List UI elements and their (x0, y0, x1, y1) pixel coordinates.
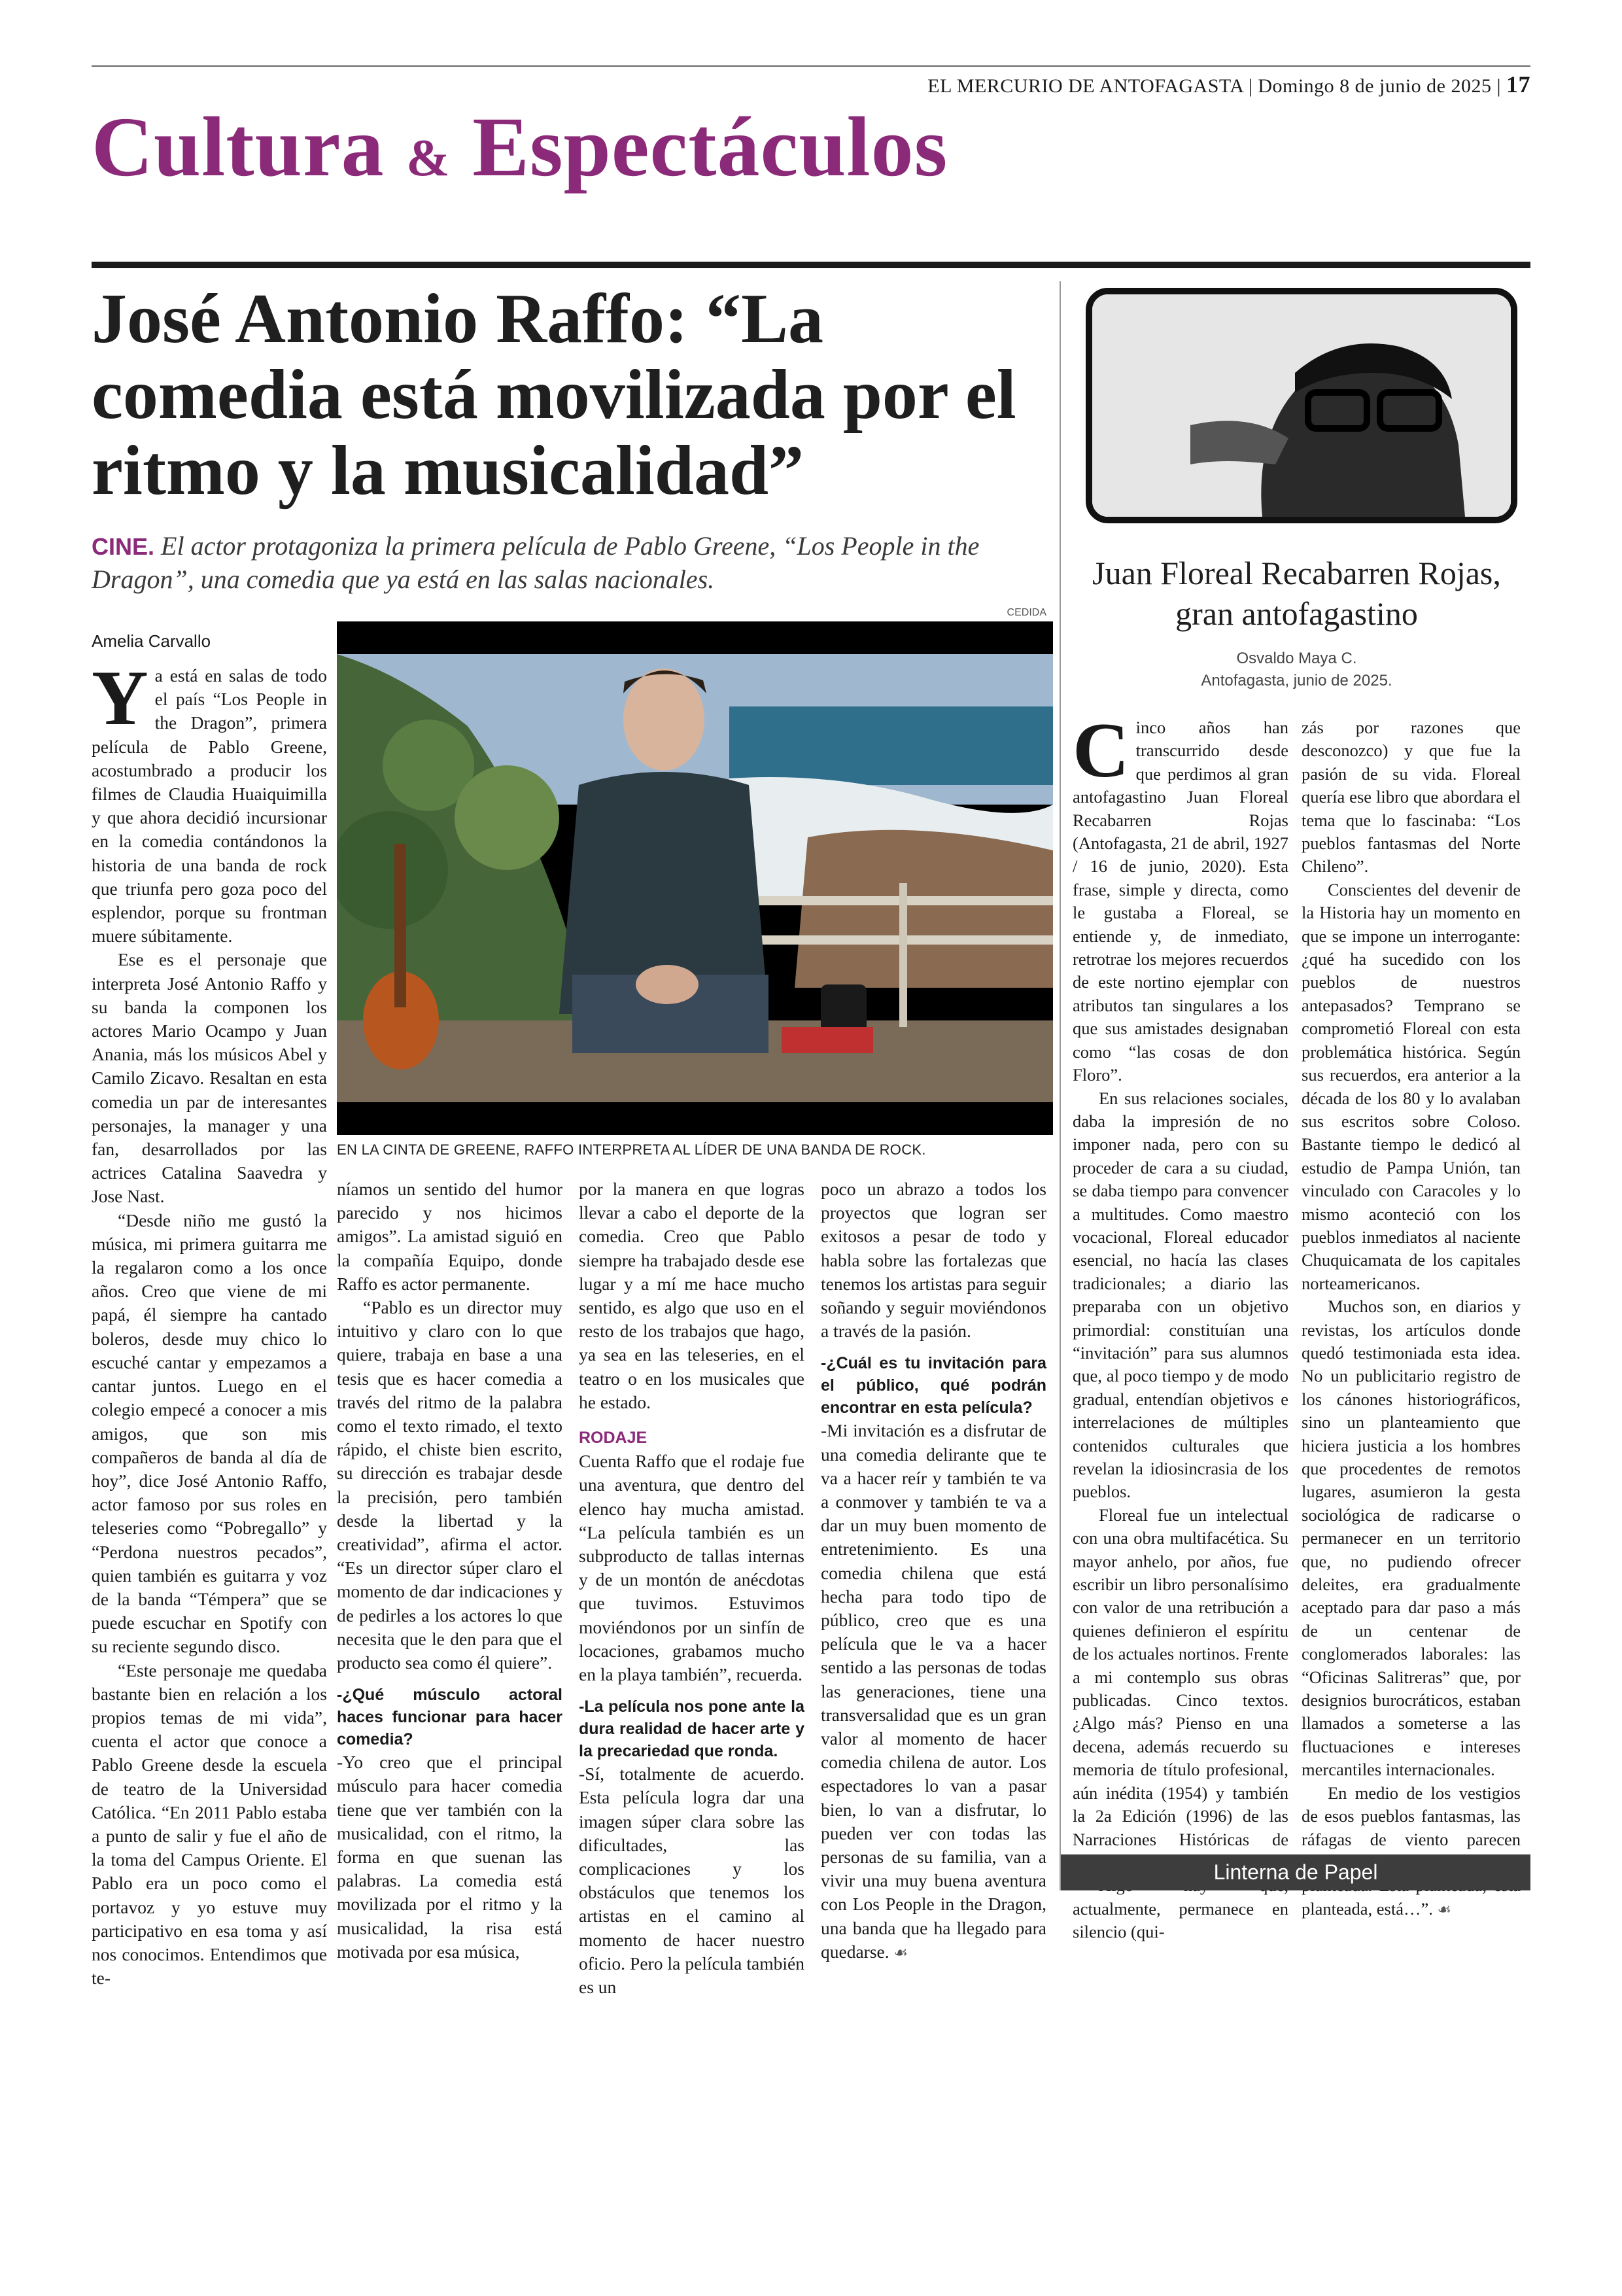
article-paragraph: “Este personaje me quedaba bastante bien en relación a los propios temas de mi vida”, cuenta el actor que conoce a Pablo Greene desde la escuela de teatro de la Universidad Católica. “En 2011 Pablo estaba a punto de salir y fue el año de la toma del Campus Oriente. El Pablo era un poco como el portavoz y yo estuve muy participativo en esa toma y así nos conocimos. Entendimos que te- (92, 1660, 327, 1989)
article-paragraph: -Mi invitación es a disfrutar de una comedia delirante que te va a hacer reír y también te va a conmover y también te va a dar un muy buen momento de entretenimiento. Es una comedia chilena que está hecha para todo tipo de público, creo que es una película que le va a hacer sentido a las personas de todas las generaciones, tiene una transversalidad que es un gran valor al momento de hacer comedia chilena de autor. Los espectadores lo van a pasar bien, lo van a disfrutar, lo pueden ver con todas las personas de su familia, van a vivir una muy buena aventura con Los People in the Dragon, una banda que ha llegado para quedarse. ☙ (821, 1420, 1046, 1962)
page-number: 17 (1506, 71, 1530, 97)
article-column-3 (579, 1177, 804, 1999)
article-paragraph: -Sí, totalmente de acuerdo. Esta película logra dar una imagen súper clara sobre las dificultades, las complicaciones y los obstáculos que tenemos los artistas en el camino al momento de hacer nuestro oficio. Pero la película también es un (579, 1764, 804, 1998)
article-deck: CINE. El actor protagoniza la primera película de Pablo Greene, “Los People in the Dragon”, una comedia que ya está en las salas nacionales. (92, 531, 980, 594)
article-column-4 (821, 1177, 1046, 1965)
section-title: Cultura & Espectáculos (92, 100, 948, 194)
drop-cap: C (1073, 706, 1130, 793)
byline: Amelia Carvallo (92, 631, 211, 651)
column-paragraph: actualmente, permanece en silencio (qui- (1073, 1898, 1288, 1942)
article-paragraph: por la manera en que logras llevar a cabo el deporte de la comedia. Creo que Pablo siempre ha trabajado desde ese lugar y a mí me hace mucho sentido, es algo que uso en el resto de los trabajos que hago, ya sea en las teleseries, en el teatro o en los musicales que he estado. (579, 1179, 804, 1412)
beach-scene-photo (337, 621, 1053, 1135)
masthead: EL MERCURIO DE ANTOFAGASTA | Domingo 8 de junio de 2025 | 17 (927, 71, 1530, 97)
article-paragraph: Ya está en salas de todo el país “Los People in the Dragon”, primera película de Pablo Greene, acostumbrado a producir los filmes de Claudia Huaiquimilla y que ahora decidió incursionar en la comedia contándonos la historia de una banda de rock que triunfa pero goza poco del esplendor, porque su frontman muere súbitamente. (92, 654, 327, 947)
column-paragraph: Conscientes del devenir de la Historia hay un momento en que se impone un interrogante: ¿qué ha sucedido con los pueblos de nuestros antepasados? Temprano se comprometió Floreal con esta problemática histórica. Según sus recuerdos, era anterior a la década de los 80 y lo avalaban sus escritos sobre Coloso. Bastante tiempo le dedicó al estudio de Pampa Unión, tan vinculado con Caracoles y lo mismo aconteció con los pueblos inmediatos al naciente Chuquicamata de los capitales norteamericanos. (1302, 879, 1521, 1293)
article-column-1 (92, 654, 327, 1990)
column-text-a (1073, 706, 1288, 1944)
drop-cap: Y (92, 654, 148, 741)
interview-question: -¿Cuál es tu invitación para el público, qué podrán encontrar en esta película? (821, 1354, 1046, 1418)
issue-date: Domingo 8 de junio de 2025 (1258, 75, 1492, 97)
column-footer-bar: Linterna de Papel (1061, 1854, 1530, 1890)
deck-kicker: CINE. (92, 533, 155, 560)
article-paragraph: -Yo creo que el principal músculo para hacer comedia tiene que ver también con la musicalidad, con el ritmo, la forma en que suenan las palabras. La comedia está movilizada por el ritmo y la musicalidad, la risa está motivada por esa música, (337, 1752, 562, 1962)
column-paragraph: zás por razones que desconozco) y que fue la pasión de su vida. Floreal quería ese libro que abordara el tema que lo fascinaba: “Los pueblos fantasmas del Norte Chileno”. (1302, 718, 1521, 877)
column-divider (1060, 281, 1061, 1890)
article-column-2 (337, 1177, 562, 1964)
article-paragraph: “Pablo es un director muy intuitivo y claro con lo que quiere, trabaja en base a una tesis que es hacer comedia a través del ritmo de la palabra como el texto rimado, el texto rápido, el chiste bien escrito, su dirección es trabajar desde la precisión, pero también desde la libertad y la creatividad”, afirma el actor. “Es un director súper claro el momento de dar indicaciones y de pedirles a los actores lo que necesita que le den para que el producto sea como él quiere”. (337, 1297, 562, 1673)
column-paragraph: Floreal fue un intelectual con una obra multifacética. Su mayor anhelo, por años, fue escribir un libro personalísimo con valor de una retribución a quienes definieron el espíritu de los actuales nortinos. Frente a mi contemplo sus obras publicadas. Cinco textos. ¿Algo más? Pienso en una decena, además recuerdo su memoria de título profesional, aún inédita (1954) y también la 2a Edición (1996) de las Narraciones Históricas de (1073, 1505, 1288, 1849)
portrait-illustration (1092, 294, 1511, 517)
article-headline: José Antonio Raffo: “La comedia está movilizada por el ritmo y la musicalidad” (92, 280, 1016, 510)
column-paragraph: En medio de los vestigios de esos pueblos fantasmas, las ráfagas de viento parecen planteada, está…”. ☙ (1302, 1783, 1521, 1919)
paper-name: EL MERCURIO DE ANTOFAGASTA (927, 75, 1243, 97)
author-portrait (1086, 288, 1517, 523)
top-rule (92, 65, 1530, 67)
section-rule (92, 262, 1530, 268)
interview-question: -La película nos pone ante la dura realidad de hacer arte y la precariedad que ronda. (579, 1697, 804, 1761)
article-paragraph: poco un abrazo a todos los proyectos que logran ser exitosos a pesar de todo y habla sobre las fortalezas que tenemos los artistas para seguir soñando y seguir moviéndonos a través de la pasión. (821, 1179, 1046, 1342)
article-paragraph: níamos un sentido del humor parecido y nos hicimos amigos”. La amistad siguió en la compañía Equipo, donde Raffo es actor permanente. (337, 1179, 562, 1294)
column-paragraph: Muchos son, en diarios y revistas, los artículos donde quedó testimoniada esta idea. No un publicitario registro de los cánones historiográficos, sino un planteamiento que hiciera justicia a los hombres que procedentes de remotos lugares, asumieron la gesta sociológica de radicarse o permanecer en un territorio que, no pudiendo ofrecer deleites, era gradualmente aceptado para dar paso a más de un centenar de conglomerados laborales: las “Oficinas Salitreras” que, por designios burocráticos, estaban llamados a someterse a las fluctuaciones e intereses mercantiles internacionales. (1302, 1296, 1521, 1780)
column-text-b (1302, 716, 1521, 1922)
column-paragraph: En sus relaciones sociales, daba la impresión de no imponer nada, pero con su proceder de cara a su ciudad, se daba tiempo para convencer a multitudes. Como maestro vocacional, Floreal educador esencial, no hacía las clases tradicionales; a diario las preparaba con un objetivo primordial: constituían una “invitación” para sus alumnos que, al poco tiempo y de modo gradual, entendían objetivos e interrelaciones de múltiples contenidos culturales que revelan la idiosincrasia de los pueblos. (1073, 1088, 1288, 1502)
article-paragraph: Ese es el personaje que interpreta José Antonio Raffo y su banda la componen los actores Mario Ocampo y Juan Anania, más los músicos Abel y Camilo Zicavo. Resaltan en esta comedia un par de interesantes personajes, la manager y una fan, desarrollados por las actrices Catalina Saavedra y Jose Nast. (92, 949, 327, 1207)
article-photo (337, 621, 1053, 1135)
photo-caption: EN LA CINTA DE GREENE, RAFFO INTERPRETA AL LÍDER DE UNA BANDA DE ROCK. (337, 1141, 926, 1158)
subhead: RODAJE (579, 1429, 647, 1448)
article-paragraph: Cuenta Raffo que el rodaje fue una aventura, que dentro del elenco hay mucha amistad. “La película también es un subproducto de tallas internas y de un montón de anécdotas que tuvimos. Estuvimos moviéndonos por un sinfín de locaciones, grabamos mucho en la playa también”, recuerda. (579, 1451, 804, 1685)
photo-credit: CEDIDA (1007, 607, 1046, 618)
interview-question: -¿Qué músculo actoral haces funcionar para hacer comedia? (337, 1686, 562, 1749)
end-mark-icon: ☙ (1437, 1901, 1451, 1919)
column-paragraph: Cinco años han transcurrido desde que perdimos al gran antofagastino Juan Floreal Recabarren Rojas (Antofagasta, 21 de abril, 1927 / 16 de junio, 2020). Esta frase, simple y directa, como le gustaba a Floreal, se entiende y, de inmediato, retrotrae los mejores recuerdos de este nortino ejemplar con atributos tan singulares a los que sus amistades designaban como “las cosas de don Floro”. (1073, 706, 1288, 1085)
article-paragraph: “Desde niño me gustó la música, mi primera guitarra me la regalaron como a los once años. Creo que viene de mi papá, él siempre ha cantado boleros, desde muy chico lo escuché cantar y empezamos a cantar juntos. Luego en el colegio empecé a conocer a mis amigos, que son mis compañeros de banda al día de hoy”, dice José Antonio Raffo, actor famoso por sus roles en teleseries como “Pobregallo” y “Perdona nuestros pecados”, quien también es guitarra y voz de la banda “Témpera” que se puede escuchar en Spotify con su reciente segundo disco. (92, 1209, 327, 1657)
end-mark-icon: ☙ (893, 1944, 908, 1962)
column-title: Juan Floreal Recabarren Rojas, gran antofagastino (1092, 555, 1501, 632)
column-author: Osvaldo Maya C. Antofagasta, junio de 2025. (1201, 650, 1392, 689)
